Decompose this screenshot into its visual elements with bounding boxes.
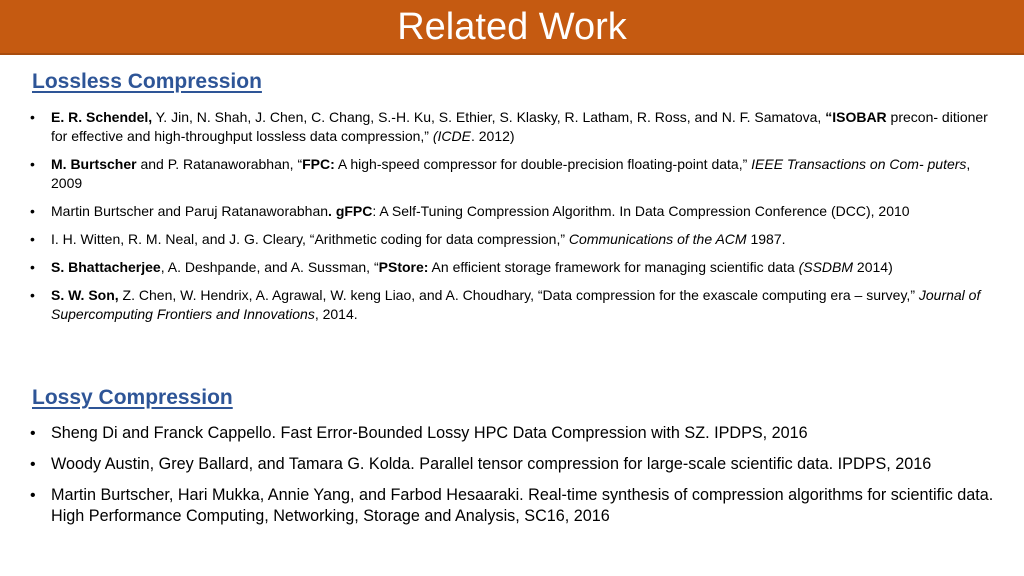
ref-text: : A Self-Tuning Compression Algorithm. In Data Compression Conference (DCC), 2010 <box>372 203 910 219</box>
list-item <box>30 485 1005 527</box>
ref-venue: IEEE Transactions on Com- puters <box>751 156 967 172</box>
ref-text: Z. Chen, W. Hendrix, A. Agrawal, W. keng Liao, and A. Choudhary, “Data compression for the exascale computing era – survey,” <box>118 287 919 303</box>
bullet-icon: • <box>30 203 35 219</box>
bullet-icon: • <box>30 456 36 473</box>
ref-author: E. R. Schendel, <box>51 109 153 125</box>
bullet-icon: • <box>30 231 35 247</box>
list-item <box>30 155 1005 193</box>
section-heading-lossless: Lossless Compression <box>32 70 262 93</box>
ref-author: S. W. Son, <box>51 287 119 303</box>
bullet-icon: • <box>30 487 36 504</box>
page-title: Related Work <box>397 6 627 48</box>
ref-text: Martin Burtscher, Hari Mukka, Annie Yang, and Farbod Hesaaraki. Real-time synthesis of compression algorithms for scientific data. High Performance Computing, Networking, Storage and Analysis, SC16, 2016 <box>51 486 994 525</box>
ref-tail: , 2014. <box>314 306 358 322</box>
title-bar <box>0 0 1024 55</box>
ref-text: Martin Burtscher and Paruj Ratanaworabhan <box>51 203 329 219</box>
ref-tail: , 2009 <box>51 156 971 191</box>
bullet-icon: • <box>30 156 35 172</box>
bullet-icon: • <box>30 259 35 275</box>
lossless-reference-list <box>30 108 1005 333</box>
ref-tail: . 2012) <box>470 128 515 144</box>
ref-text: and P. Ratanaworabhan, “ <box>136 156 303 172</box>
ref-venue: (SSDBM <box>798 259 854 275</box>
bullet-icon: • <box>30 425 36 442</box>
ref-venue: (ICDE <box>432 128 471 144</box>
ref-text: Y. Jin, N. Shah, J. Chen, C. Chang, S.-H. Ku, S. Ethier, S. Klasky, R. Latham, R. Ross, and N. F. Samatova, <box>152 109 826 125</box>
ref-text: precon- ditioner for effective and high-throughput lossless data compression,” <box>51 109 988 144</box>
ref-text: A high-speed compressor for double-precision floating-point data,” <box>334 156 752 172</box>
ref-name: . gFPC <box>328 203 373 219</box>
ref-name: “ISOBAR <box>825 109 887 125</box>
ref-tail: 2014) <box>853 259 893 275</box>
list-item <box>30 230 1005 249</box>
ref-tail: 1987. <box>746 231 786 247</box>
list-item <box>30 258 1005 277</box>
list-item <box>30 454 1005 475</box>
ref-text: An efficient storage framework for managing scientific data <box>428 259 799 275</box>
ref-text: Sheng Di and Franck Cappello. Fast Error-Bounded Lossy HPC Data Compression with SZ. IPDPS, 2016 <box>51 424 808 442</box>
list-item <box>30 286 1005 324</box>
list-item <box>30 202 1005 221</box>
ref-name: FPC: <box>302 156 335 172</box>
ref-venue: Communications of the ACM <box>568 231 747 247</box>
bullet-icon: • <box>30 109 35 125</box>
lossy-reference-list <box>30 423 1005 537</box>
ref-text: , A. Deshpande, and A. Sussman, “ <box>160 259 379 275</box>
ref-name: PStore: <box>378 259 429 275</box>
list-item <box>30 108 1005 146</box>
ref-author: M. Burtscher <box>51 156 137 172</box>
bullet-icon: • <box>30 287 35 303</box>
ref-author: S. Bhattacherjee <box>51 259 161 275</box>
list-item <box>30 423 1005 444</box>
ref-text: I. H. Witten, R. M. Neal, and J. G. Cleary, “Arithmetic coding for data compression,” <box>51 231 569 247</box>
ref-text: Woody Austin, Grey Ballard, and Tamara G. Kolda. Parallel tensor compression for large-scale scientific data. IPDPS, 2016 <box>51 455 932 473</box>
ref-venue: Journal of Supercomputing Frontiers and Innovations <box>51 287 981 322</box>
section-heading-lossy: Lossy Compression <box>32 386 233 409</box>
